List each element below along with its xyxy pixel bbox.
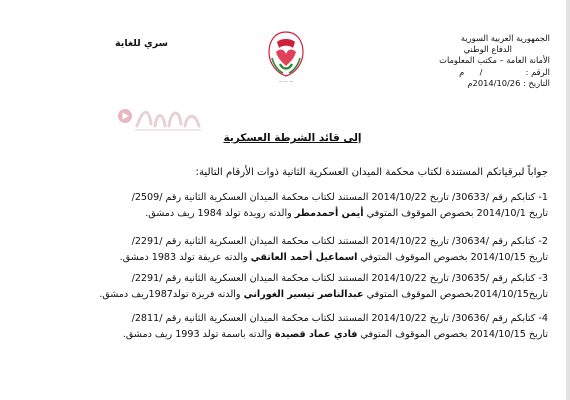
item-text-a: تاريخ2014/10/15بخصوص الموقوف المتوفي	[363, 289, 548, 300]
item-text-b: والدته فريزة تولد1987ريف دمشق.	[99, 289, 244, 300]
letterhead-republic: الجمهورية العربية السورية	[460, 33, 550, 43]
item-line-1: 3- كتابكم رقم /30635/ تاريخ 2014/10/22 المستند لكتاب محكمة الميدان العسكرية الثانية رقم /2291/	[131, 273, 548, 284]
svg-text:— — —: — — —	[278, 79, 294, 84]
item-line-2	[18, 206, 548, 222]
date-row	[365, 78, 550, 89]
item-text-a: تاريخ 2014/10/1 بخصوص الموقوف المتوفي	[363, 208, 548, 219]
item-text-a: تاريخ 2014/10/15 بخصوص الموقوف المتوفي	[357, 329, 548, 340]
deceased-name: أيمن أحمدمطر	[294, 208, 364, 219]
item-line-2	[18, 327, 548, 343]
deceased-name: عبدالناصر تيسير الغوراني	[243, 289, 364, 300]
item-text-b: والدته عريفة تولد 1983 دمشق.	[119, 252, 251, 263]
item-line-1: 1- كتابكم رقم /30633/ تاريخ 2014/10/22 المستند لكتاب محكمة الميدان العسكرية الثانية رقم /2509/	[131, 192, 548, 203]
list-item	[18, 190, 548, 222]
watermark-logo-icon	[115, 100, 207, 140]
reference-suffix: م	[459, 66, 465, 77]
list-item	[18, 311, 548, 343]
item-line-2	[18, 287, 548, 303]
letterhead-department: الأمانة العامة – مكتب المعلومات	[439, 55, 550, 66]
intro-paragraph: جواباً لبرقياتكم المستندة لكتاب محكمة الميدان العسكرية الثانية ذوات الأرقام التالية:	[195, 167, 548, 178]
addressee-heading: إلى قائد الشرطة العسكرية	[223, 132, 362, 144]
date-label: التاريخ :	[523, 77, 550, 88]
deceased-name: فادي عماد قصيدة	[274, 329, 358, 340]
deceased-name: اسماعيل أحمد العاتقي	[250, 252, 358, 263]
ministry-emblem-icon	[262, 28, 310, 86]
item-line-1: 4- كتابكم رقم /30636/ تاريخ 2014/10/22 المستند لكتاب محكمة الميدان العسكرية الثانية رقم /2811/	[131, 313, 548, 324]
letterhead-ministry: الدفاع الوطني	[463, 44, 512, 55]
list-item	[18, 271, 548, 303]
page-edge-shadow	[566, 0, 570, 400]
reference-slash: /	[479, 66, 483, 77]
reference-number-row	[365, 67, 550, 78]
list-item	[18, 234, 548, 266]
reference-label: الرقم :	[525, 66, 550, 77]
item-text-a: تاريخ 2014/10/15 بخصوص الموقوف المتوفي	[357, 252, 548, 263]
date-value: 2014/10/26م	[467, 77, 521, 88]
item-line-2	[18, 250, 548, 266]
item-text-b: والدته رويدة تولد 1984 ريف دمشق.	[145, 208, 295, 219]
item-text-b: والدته باسمة تولد 1993 ريف دمشق.	[122, 329, 275, 340]
classification-label: سري للغاية	[115, 38, 168, 49]
letterhead	[365, 33, 550, 89]
item-line-1: 2- كتابكم رقم /30634/ تاريخ 2014/10/22 المستند لكتاب محكمة الميدان العسكرية الثانية رقم /2291/	[131, 236, 548, 247]
